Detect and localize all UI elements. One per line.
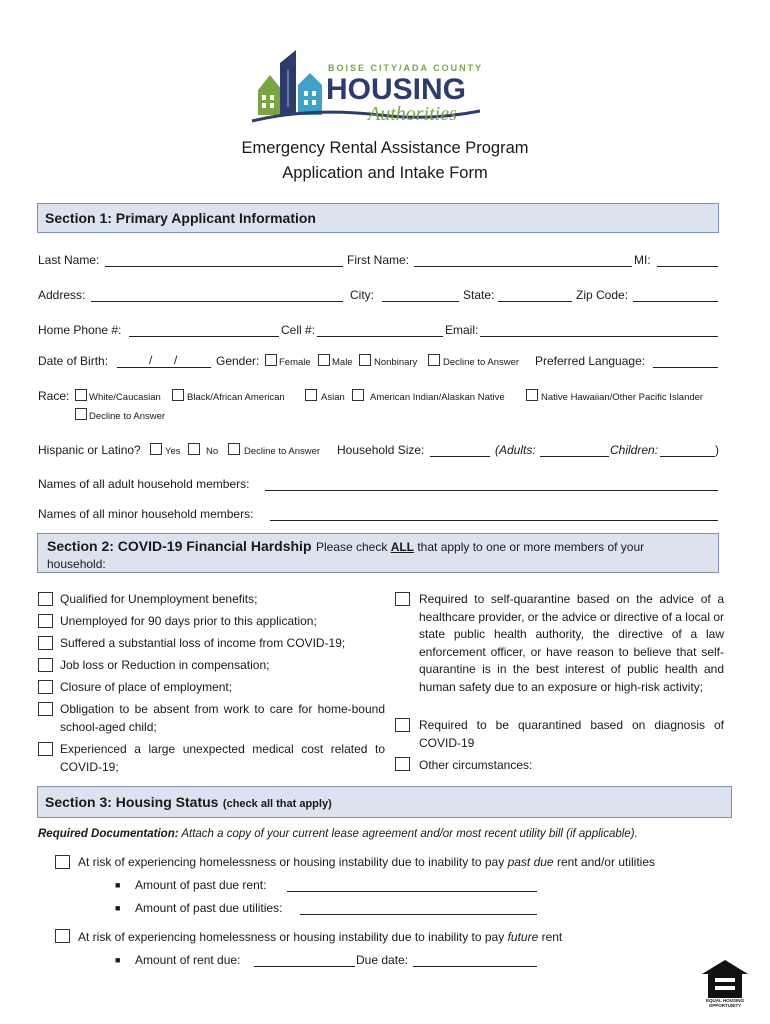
past-due-utilities-label: Amount of past due utilities: <box>135 901 283 915</box>
hispanic-decline-checkbox[interactable] <box>228 443 240 455</box>
adults-label: (Adults: <box>495 443 536 457</box>
hispanic-decline-label: Decline to Answer <box>244 446 321 457</box>
mi-field[interactable] <box>657 266 718 267</box>
adults-field[interactable] <box>540 456 609 457</box>
dob-label: Date of Birth: <box>38 354 109 368</box>
household-size-field[interactable] <box>430 456 490 457</box>
hardship-medical-checkbox[interactable] <box>38 742 53 756</box>
past-due-rent-label: Amount of past due rent: <box>135 878 267 892</box>
last-name-label: Last Name: <box>38 253 100 267</box>
gender-female-label: Female <box>279 357 311 368</box>
housing-future-rent-em: future <box>507 930 539 944</box>
email-field[interactable] <box>480 336 718 337</box>
housing-past-due-label <box>78 855 655 869</box>
dob-separator-1: / <box>149 353 153 367</box>
children-close-paren: ) <box>715 443 719 457</box>
race-black-checkbox[interactable] <box>172 389 184 401</box>
hardship-job-loss-label: Job loss or Reduction in compensation; <box>60 658 270 672</box>
hispanic-label: Hispanic or Latino? <box>38 443 141 457</box>
form-title-line2: Application and Intake Form <box>282 164 488 182</box>
gender-female-checkbox[interactable] <box>265 354 277 366</box>
section1-title: Section 1: Primary Applicant Information <box>45 210 316 226</box>
children-label: Children: <box>610 443 659 457</box>
race-native-american-label: American Indian/Alaskan Native <box>370 392 505 403</box>
equal-housing-icon <box>700 958 750 1000</box>
household-size-label: Household Size: <box>337 443 425 457</box>
dob-field[interactable] <box>117 367 211 368</box>
children-field[interactable] <box>660 456 715 457</box>
form-title-line1: Emergency Rental Assistance Program <box>241 139 529 157</box>
section2-instruction-pre: Please check <box>315 540 391 554</box>
bullet-icon: ■ <box>115 955 121 965</box>
state-field[interactable] <box>498 301 572 302</box>
required-documentation-label: Required Documentation: <box>38 828 179 840</box>
hardship-unemployment-checkbox[interactable] <box>38 592 53 606</box>
race-pacific-islander-label: Native Hawaiian/Other Pacific Islander <box>541 392 704 403</box>
gender-nonbinary-label: Nonbinary <box>374 357 418 368</box>
hardship-closure-label: Closure of place of employment; <box>60 680 233 694</box>
hardship-other-label: Other circumstances: <box>419 758 533 772</box>
dob-separator-2: / <box>174 353 178 367</box>
gender-label: Gender: <box>216 354 260 368</box>
address-label: Address: <box>38 288 86 302</box>
city-label: City: <box>350 288 374 302</box>
bullet-icon: ■ <box>115 903 121 913</box>
hardship-unemployment-label: Qualified for Unemployment benefits; <box>60 592 258 606</box>
equal-housing-text: EQUAL HOUSING OPPORTUNITY <box>706 998 744 1008</box>
gender-nonbinary-checkbox[interactable] <box>359 354 371 366</box>
section2-instruction-line2: household: <box>47 557 106 571</box>
email-label: Email: <box>445 323 479 337</box>
hispanic-yes-checkbox[interactable] <box>150 443 162 455</box>
housing-future-rent-label <box>78 930 562 944</box>
state-label: State: <box>463 288 495 302</box>
housing-past-due-post: rent and/or utilities <box>553 855 655 869</box>
hispanic-yes-label: Yes <box>165 446 181 457</box>
first-name-label: First Name: <box>347 253 410 267</box>
cell-label: Cell #: <box>281 323 316 337</box>
past-due-rent-field[interactable] <box>287 891 537 892</box>
hardship-unemployed-90-label: Unemployed for 90 days prior to this application; <box>60 614 317 628</box>
minor-members-field[interactable] <box>270 520 718 521</box>
hardship-quarantined-label: Required to be quarantined based on diagnosis of COVID-19 <box>419 718 724 750</box>
adult-members-label: Names of all adult household members: <box>38 477 250 491</box>
address-field[interactable] <box>91 301 343 302</box>
gender-male-checkbox[interactable] <box>318 354 330 366</box>
hardship-childcare-label: Obligation to be absent from work to care for home-bound school-aged child; <box>60 702 385 734</box>
hispanic-no-label: No <box>206 446 219 457</box>
rent-due-label: Amount of rent due: <box>135 953 241 967</box>
race-asian-label: Asian <box>321 392 345 403</box>
hardship-closure-checkbox[interactable] <box>38 680 53 694</box>
race-decline-checkbox[interactable] <box>75 408 87 420</box>
hardship-self-quarantine-label: Required to self-quarantine based on the advice of a healthcare provider, or the advice or directive of a local or state public health authority, the directive of a law enforcement officer, or have reason to believe that self-quarantine is in the best interest of public health and human safety due to an exposure or high-risk activity; <box>419 592 724 694</box>
minor-members-label: Names of all minor household members: <box>38 507 254 521</box>
hardship-income-loss-checkbox[interactable] <box>38 636 53 650</box>
cell-field[interactable] <box>317 336 443 337</box>
hardship-unemployed-90-checkbox[interactable] <box>38 614 53 628</box>
rent-due-field[interactable] <box>254 966 355 967</box>
preferred-language-field[interactable] <box>653 367 718 368</box>
gender-decline-label: Decline to Answer <box>443 357 520 368</box>
hardship-income-loss-label: Suffered a substantial loss of income from COVID-19; <box>60 636 346 650</box>
race-decline-label: Decline to Answer <box>89 411 166 422</box>
required-documentation <box>38 828 638 840</box>
logo-line1: BOISE CITY/ADA COUNTY <box>328 63 484 73</box>
gender-male-label: Male <box>332 357 353 368</box>
equal-housing-logo <box>700 958 750 1008</box>
race-pacific-islander-checkbox[interactable] <box>526 389 538 401</box>
city-field[interactable] <box>382 301 459 302</box>
section2-instruction-post: that apply to one or more members of your <box>414 540 645 554</box>
gender-decline-checkbox[interactable] <box>428 354 440 366</box>
race-black-label: Black/African American <box>187 392 285 403</box>
housing-past-due-em: past due <box>507 855 554 869</box>
past-due-utilities-field[interactable] <box>300 914 537 915</box>
zip-label: Zip Code: <box>576 288 629 302</box>
housing-future-rent-post: rent <box>538 930 563 944</box>
due-date-field[interactable] <box>413 966 537 967</box>
bullet-icon: ■ <box>115 880 121 890</box>
section3-title: Section 3: Housing Status <box>45 794 219 810</box>
first-name-field[interactable] <box>414 266 632 267</box>
section3-title-row <box>45 794 332 812</box>
hardship-quarantined-checkbox[interactable] <box>395 718 410 732</box>
race-label: Race: <box>38 389 70 403</box>
hardship-self-quarantine-checkbox[interactable] <box>395 592 410 606</box>
last-name-field[interactable] <box>105 266 343 267</box>
mi-label: MI: <box>634 253 651 267</box>
hardship-job-loss-checkbox[interactable] <box>38 658 53 672</box>
race-white-label: White/Caucasian <box>89 392 161 403</box>
section2-title-row <box>47 538 644 556</box>
hardship-childcare-checkbox[interactable] <box>38 702 53 716</box>
adult-members-field[interactable] <box>265 490 718 491</box>
home-phone-label: Home Phone #: <box>38 323 122 337</box>
section2-title: Section 2: COVID-19 Financial Hardship <box>47 538 312 554</box>
section2-instruction-all: ALL <box>390 540 415 554</box>
required-documentation-text: Attach a copy of your current lease agreement and/or most recent utility bill (if applicable). <box>178 828 638 840</box>
housing-authority-logo <box>250 45 490 130</box>
housing-past-due-checkbox[interactable] <box>55 855 70 869</box>
preferred-language-label: Preferred Language: <box>535 354 646 368</box>
home-phone-field[interactable] <box>129 336 279 337</box>
hardship-other-checkbox[interactable] <box>395 757 410 771</box>
logo-line3: Authorities <box>368 103 457 125</box>
housing-future-rent-checkbox[interactable] <box>55 929 70 943</box>
zip-field[interactable] <box>633 301 718 302</box>
race-native-american-checkbox[interactable] <box>352 389 364 401</box>
logo-line2: HOUSING <box>326 73 467 106</box>
housing-future-rent-pre: At risk of experiencing homelessness or housing instability due to inability to pay <box>78 930 508 944</box>
housing-past-due-pre: At risk of experiencing homelessness or housing instability due to inability to pay <box>78 855 508 869</box>
section3-title-suffix: (check all that apply) <box>222 798 332 810</box>
race-asian-checkbox[interactable] <box>305 389 317 401</box>
race-white-checkbox[interactable] <box>75 389 87 401</box>
hardship-medical-label: Experienced a large unexpected medical cost related to COVID-19; <box>60 742 385 774</box>
due-date-label: Due date: <box>356 953 409 967</box>
hispanic-no-checkbox[interactable] <box>188 443 200 455</box>
